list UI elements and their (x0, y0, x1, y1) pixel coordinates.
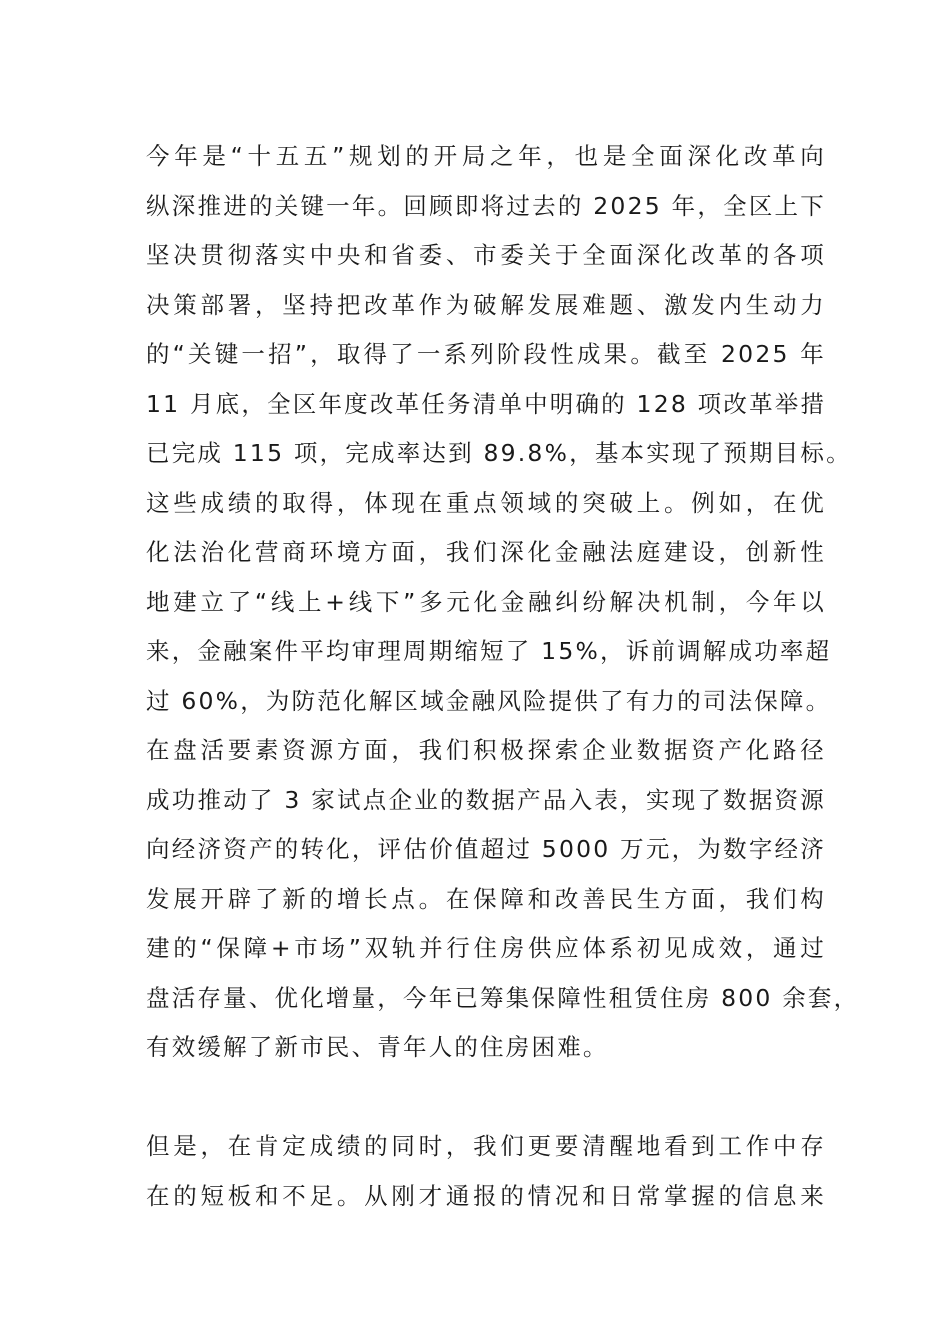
paragraph-line: 盘活存量、优化增量，今年已筹集保障性租赁住房 800 余套， (146, 983, 860, 1012)
paragraph-1 (146, 132, 860, 1073)
paragraph-line: 来，金融案件平均审理周期缩短了 15%，诉前调解成功率超 (146, 637, 832, 665)
paragraph-line: 在的短板和不足。从刚才通报的情况和日常掌握的信息来 (146, 1181, 826, 1210)
paragraph-line: 这些成绩的取得，体现在重点领域的突破上。例如，在优 (146, 488, 826, 517)
paragraph-line: 成功推动了 3 家试点企业的数据产品入表，实现了数据资源 (146, 785, 826, 814)
paragraph-line: 的“关键一招”，取得了一系列阶段性成果。截至 2025 年 (146, 340, 826, 368)
paragraph-line: 坚决贯彻落实中央和省委、市委关于全面深化改革的各项 (146, 241, 826, 269)
paragraph-line: 纵深推进的关键一年。回顾即将过去的 2025 年，全区上下 (146, 191, 826, 220)
paragraph-line: 化法治化营商环境方面，我们深化金融法庭建设，创新性 (146, 538, 826, 566)
paragraph-line: 决策部署，坚持把改革作为破解发展难题、激发内生动力 (146, 290, 826, 319)
paragraph-line: 有效缓解了新市民、青年人的住房困难。 (146, 1033, 609, 1061)
paragraph-line: 11 月底，全区年度改革任务清单中明确的 128 项改革举措 (146, 389, 827, 418)
paragraph-line: 建的“保障+市场”双轨并行住房供应体系初见成效，通过 (146, 934, 826, 962)
paragraph-2 (146, 1122, 826, 1221)
paragraph-line: 但是，在肯定成绩的同时，我们更要清醒地看到工作中存 (146, 1132, 826, 1160)
paragraph-line: 地建立了“线上+线下”多元化金融纠纷解决机制，今年以 (146, 587, 826, 616)
paragraph-line: 过 60%，为防范化解区域金融风险提供了有力的司法保障。 (146, 686, 832, 715)
paragraph-line: 已完成 115 项，完成率达到 89.8%，基本实现了预期目标。 (146, 439, 852, 467)
paragraph-line: 向经济资产的转化，评估价值超过 5000 万元，为数字经济 (146, 835, 826, 863)
paragraph-line: 在盘活要素资源方面，我们积极探索企业数据资产化路径 (146, 736, 826, 764)
paragraph-line: 今年是“十五五”规划的开局之年，也是全面深化改革向 (146, 142, 826, 170)
paragraph-line: 发展开辟了新的增长点。在保障和改善民生方面，我们构 (146, 884, 826, 913)
